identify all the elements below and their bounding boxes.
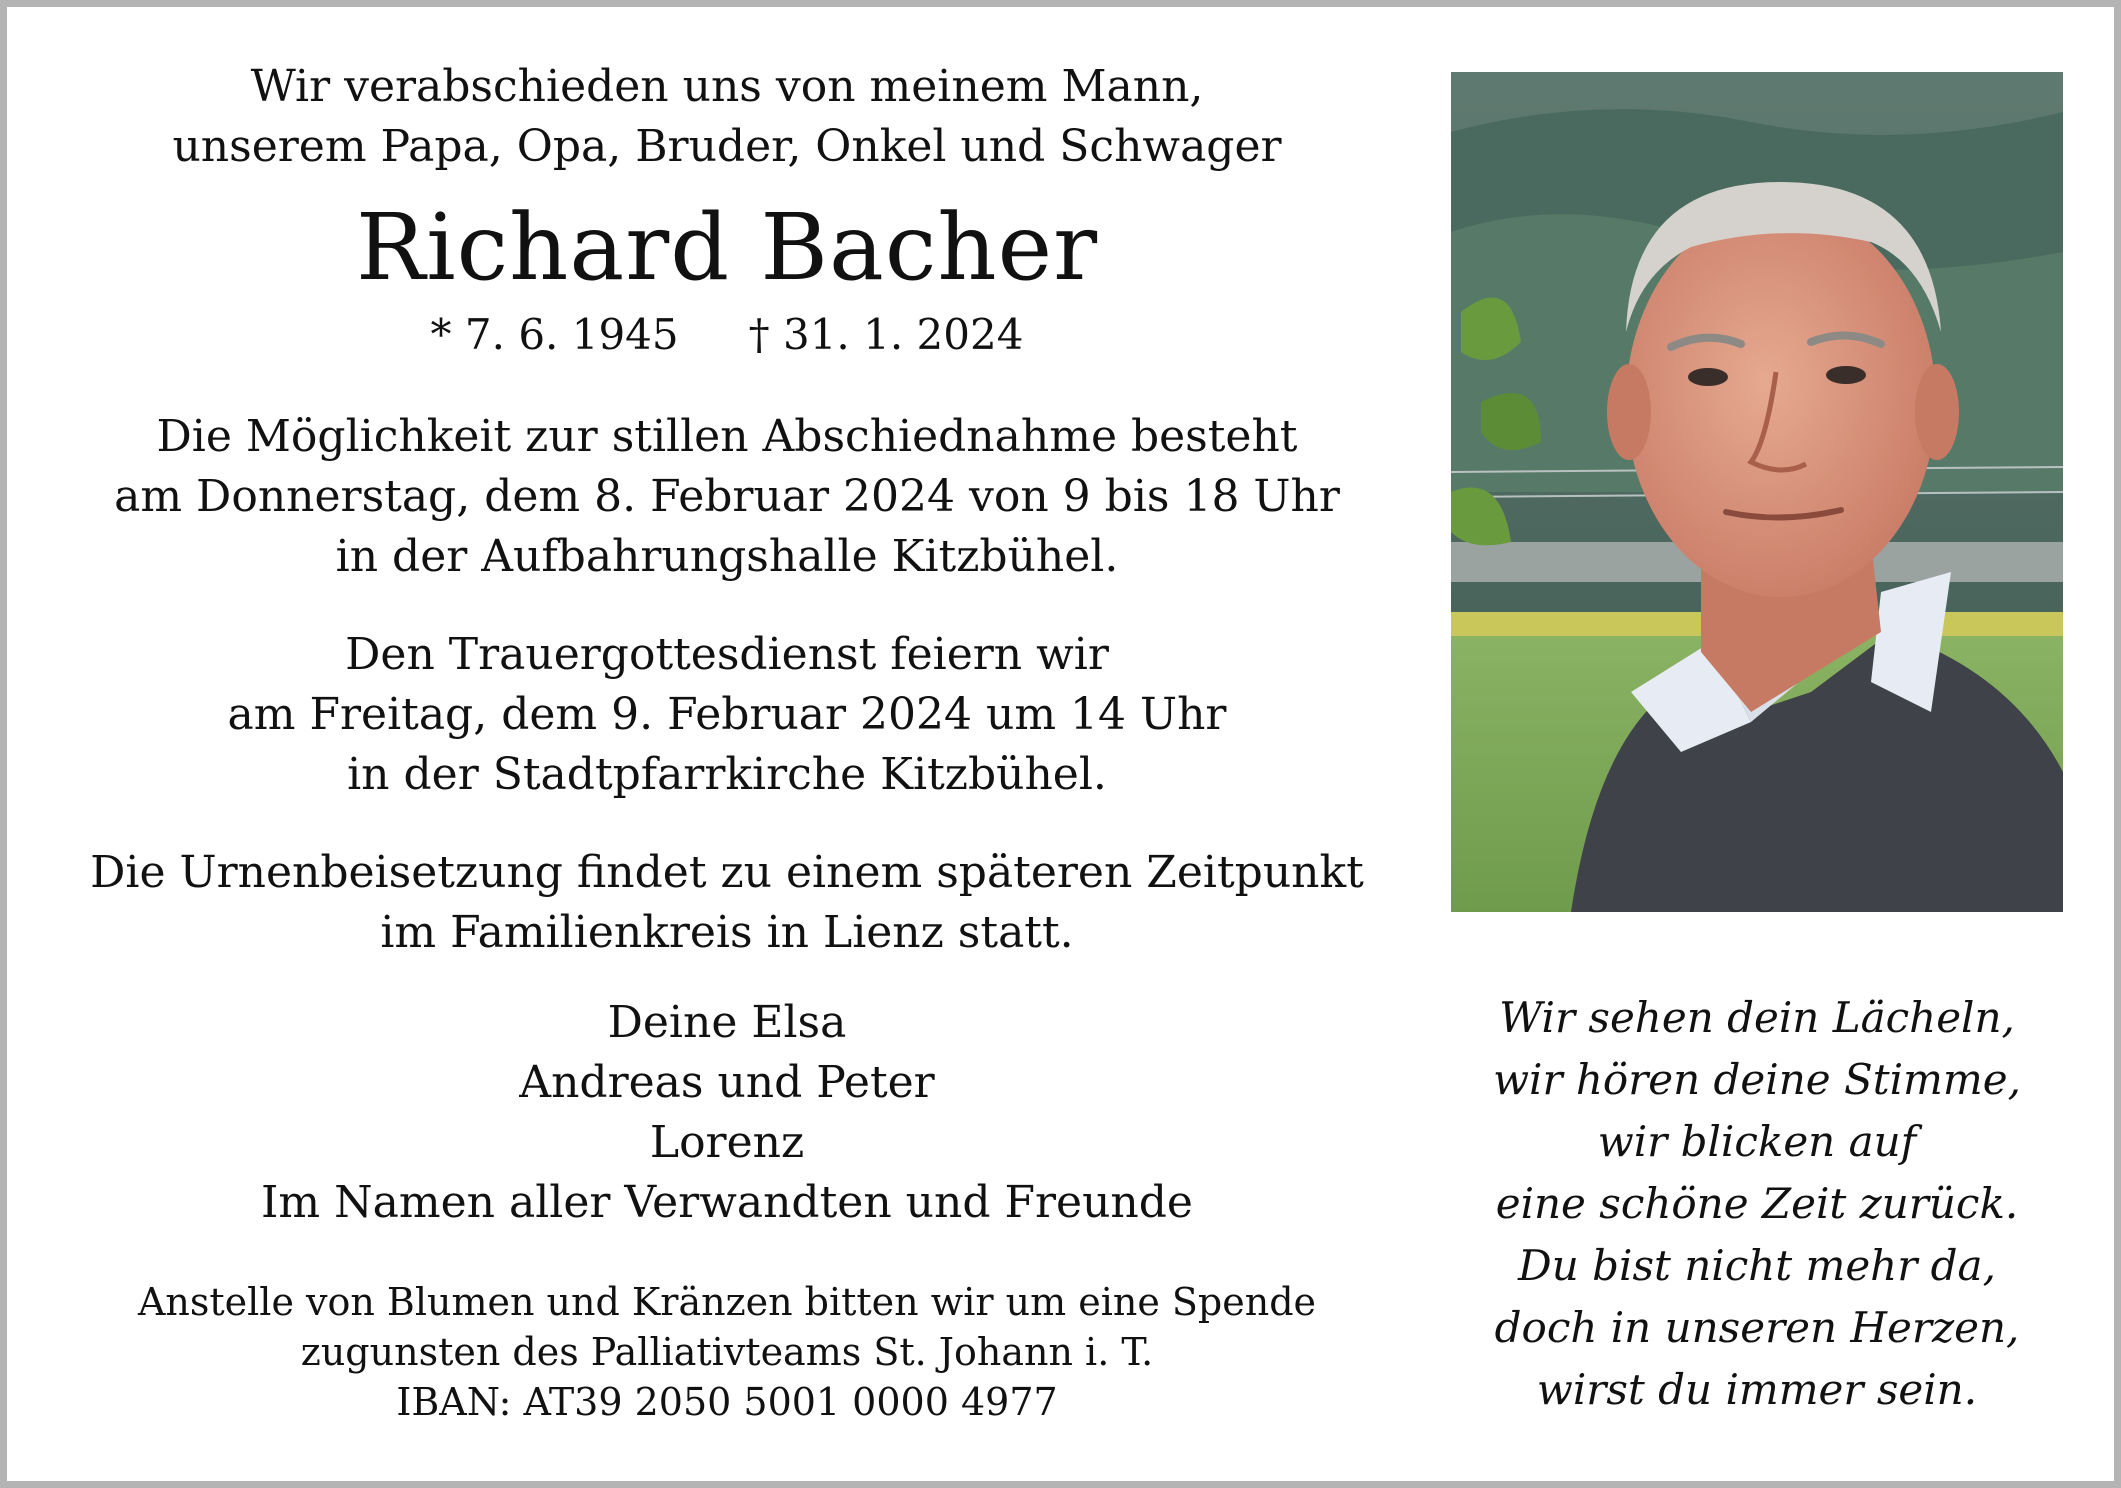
poem-line-2: wir hören deine Stimme, [1493,1055,2021,1104]
service-line-1: Den Trauergottesdienst feiern wir [345,629,1109,680]
poem-line-4: eine schöne Zeit zurück. [1495,1179,2019,1228]
burial-line-1: Die Urnenbeisetzung findet zu einem späteren Zeitpunkt [90,847,1364,898]
poem-line-7: wirst du immer sein. [1536,1365,1978,1414]
death-date: † 31. 1. 2024 [748,310,1024,359]
burial-line-2: im Familienkreis in Lienz statt. [380,907,1074,958]
donation-info [47,1277,1407,1427]
viewing-line-3: in der Aufbahrungshalle Kitzbühel. [335,531,1119,582]
burial-info [47,843,1407,963]
poem-line-3: wir blicken auf [1597,1117,1917,1166]
donation-line-1: Anstelle von Blumen und Kränzen bitten wir um eine Spende [137,1280,1317,1324]
obituary-text-column [47,57,1407,1427]
mourners-list [47,993,1407,1233]
service-line-3: in der Stadtpfarrkirche Kitzbühel. [347,749,1107,800]
viewing-line-2: am Donnerstag, dem 8. Februar 2024 von 9 bis 18 Uhr [114,471,1340,522]
mourner-line-3: Lorenz [649,1117,805,1168]
birth-date: * 7. 6. 1945 [430,310,679,359]
deceased-name: Richard Bacher [355,194,1099,301]
mourner-line-2: Andreas und Peter [519,1057,935,1108]
donation-line-2: zugunsten des Palliativteams St. Johann i. T. [300,1330,1154,1374]
portrait-photo [1451,72,2063,912]
memorial-poem [1447,987,2067,1421]
mourner-line-1: Deine Elsa [607,997,847,1048]
service-line-2: am Freitag, dem 9. Februar 2024 um 14 Uhr [227,689,1227,740]
life-dates [47,307,1407,363]
mourner-line-4: Im Namen aller Verwandten und Freunde [261,1177,1193,1228]
poem-line-5: Du bist nicht mehr da, [1518,1241,1996,1290]
intro-text [47,57,1407,177]
service-info [47,625,1407,805]
intro-line-2: unserem Papa, Opa, Bruder, Onkel und Schwager [172,121,1282,172]
intro-line-1: Wir verabschieden uns von meinem Mann, [250,61,1204,112]
viewing-info [47,407,1407,587]
poem-line-6: doch in unseren Herzen, [1494,1303,2020,1352]
donation-iban: IBAN: AT39 2050 5001 0000 4977 [396,1380,1058,1424]
viewing-line-1: Die Möglichkeit zur stillen Abschiednahme besteht [156,411,1298,462]
poem-line-1: Wir sehen dein Lächeln, [1499,993,2015,1042]
